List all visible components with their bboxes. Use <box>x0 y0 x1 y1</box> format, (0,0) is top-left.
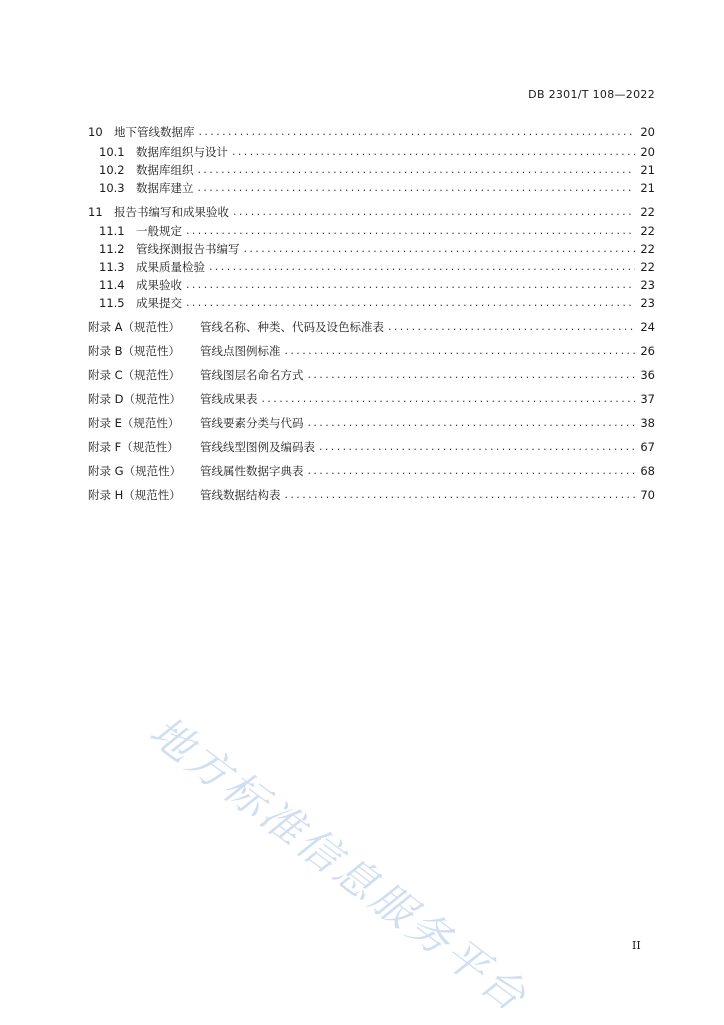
toc-entry-title: 管线成果表 <box>200 392 258 406</box>
toc-entry[interactable] <box>99 240 655 258</box>
toc-entry-appendix[interactable] <box>88 318 655 336</box>
toc-leader-dots <box>233 203 635 221</box>
toc-leader-dots <box>186 222 635 240</box>
toc-entry[interactable] <box>99 161 655 179</box>
toc-leader-dots <box>198 179 636 197</box>
toc-entry-title: 地下管线数据库 <box>114 125 195 139</box>
toc-entry-appendix[interactable] <box>88 390 655 408</box>
toc-entry-number: 10 <box>88 125 103 139</box>
toc-entry-title: 管线数据结构表 <box>200 488 281 502</box>
toc-entry-title: 一般规定 <box>136 224 182 238</box>
toc-entry-page: 21 <box>640 163 655 177</box>
toc-entry-number: 11.4 <box>99 278 125 292</box>
toc-leader-dots <box>186 294 635 312</box>
toc-entry-number: 11.3 <box>99 260 125 274</box>
toc-entry-page: 70 <box>640 488 655 502</box>
toc-entry-appendix[interactable] <box>88 342 655 360</box>
toc-entry-number: 附录 F（规范性） <box>88 440 179 454</box>
toc-entry-number: 附录 A（规范性） <box>88 320 181 334</box>
toc-leader-dots <box>308 414 636 432</box>
toc-entry-page: 22 <box>640 205 655 219</box>
toc-entry-page: 22 <box>640 260 655 274</box>
toc-leader-dots <box>186 276 635 294</box>
toc-entry[interactable] <box>99 179 655 197</box>
toc-leader-dots <box>244 240 636 258</box>
toc-entry-page: 21 <box>640 181 655 195</box>
toc-entry-page: 68 <box>640 464 655 478</box>
toc-entry[interactable] <box>99 276 655 294</box>
toc-entry-page: 37 <box>640 392 655 406</box>
toc-entry-title: 管线点图例标准 <box>200 344 281 358</box>
toc-entry-number: 附录 D（规范性） <box>88 392 182 406</box>
toc-entry-page: 26 <box>640 344 655 358</box>
toc-entry-page: 20 <box>640 145 655 159</box>
toc-leader-dots <box>285 486 636 504</box>
toc-entry-number: 附录 H（规范性） <box>88 488 181 502</box>
toc-entry-page: 38 <box>640 416 655 430</box>
document-code: DB 2301/T 108—2022 <box>528 88 655 101</box>
toc-entry-number: 附录 C（规范性） <box>88 368 181 382</box>
toc-entry-title: 数据库建立 <box>136 181 194 195</box>
toc-leader-dots <box>209 258 635 276</box>
toc-leader-dots <box>199 123 636 141</box>
page-number: II <box>632 939 641 952</box>
toc-entry-appendix[interactable] <box>88 366 655 384</box>
toc-entry-page: 67 <box>640 440 655 454</box>
toc-entry[interactable] <box>99 143 655 161</box>
toc-entry[interactable] <box>99 222 655 240</box>
toc-entry-number: 附录 E（规范性） <box>88 416 180 430</box>
toc-entry-number: 11.1 <box>99 224 125 238</box>
toc-entry-title: 成果验收 <box>136 278 182 292</box>
toc-entry-number: 10.3 <box>99 181 125 195</box>
toc-leader-dots <box>198 161 636 179</box>
toc-entry-page: 23 <box>640 278 655 292</box>
toc-entry-page: 36 <box>640 368 655 382</box>
toc-leader-dots <box>232 143 635 161</box>
toc-leader-dots <box>262 390 636 408</box>
watermark-text: 地方标准信息服务平台 <box>140 706 538 1023</box>
toc-entry-number: 11 <box>88 205 103 219</box>
toc-entry-page: 22 <box>640 242 655 256</box>
toc-entry-title: 管线探测报告书编写 <box>136 242 240 256</box>
toc-entry-page: 23 <box>640 296 655 310</box>
toc-entry-title: 成果质量检验 <box>136 260 205 274</box>
toc-entry-appendix[interactable] <box>88 414 655 432</box>
toc-entry-number: 10.2 <box>99 163 125 177</box>
toc-leader-dots <box>388 318 635 336</box>
toc-leader-dots <box>285 342 636 360</box>
toc-entry-title: 成果提交 <box>136 296 182 310</box>
toc-entry-appendix[interactable] <box>88 438 655 456</box>
toc-entry-number: 附录 G（规范性） <box>88 464 182 478</box>
toc-entry-page: 24 <box>640 320 655 334</box>
toc-entry-title: 管线属性数据字典表 <box>200 464 304 478</box>
toc-leader-dots <box>308 462 636 480</box>
toc-entry-title: 数据库组织 <box>136 163 194 177</box>
toc-entry-page: 22 <box>640 224 655 238</box>
toc-entry-number: 11.2 <box>99 242 125 256</box>
toc-entry[interactable] <box>99 294 655 312</box>
toc-entry[interactable] <box>88 123 655 141</box>
toc-entry-title: 管线图层名命名方式 <box>200 368 304 382</box>
toc-entry-title: 管线名称、种类、代码及设色标准表 <box>200 320 384 334</box>
toc-entry-page: 20 <box>640 125 655 139</box>
toc-leader-dots <box>319 438 635 456</box>
toc-entry[interactable] <box>99 258 655 276</box>
toc-entry[interactable] <box>88 203 655 221</box>
toc-entry-title: 报告书编写和成果验收 <box>114 205 229 219</box>
toc-entry-number: 10.1 <box>99 145 125 159</box>
toc-entry-title: 管线线型图例及编码表 <box>200 440 315 454</box>
toc-entry-number: 11.5 <box>99 296 125 310</box>
toc-entry-title: 管线要素分类与代码 <box>200 416 304 430</box>
toc-entry-number: 附录 B（规范性） <box>88 344 181 358</box>
toc-entry-appendix[interactable] <box>88 462 655 480</box>
toc-leader-dots <box>308 366 636 384</box>
toc-entry-title: 数据库组织与设计 <box>136 145 228 159</box>
toc-entry-appendix[interactable] <box>88 486 655 504</box>
